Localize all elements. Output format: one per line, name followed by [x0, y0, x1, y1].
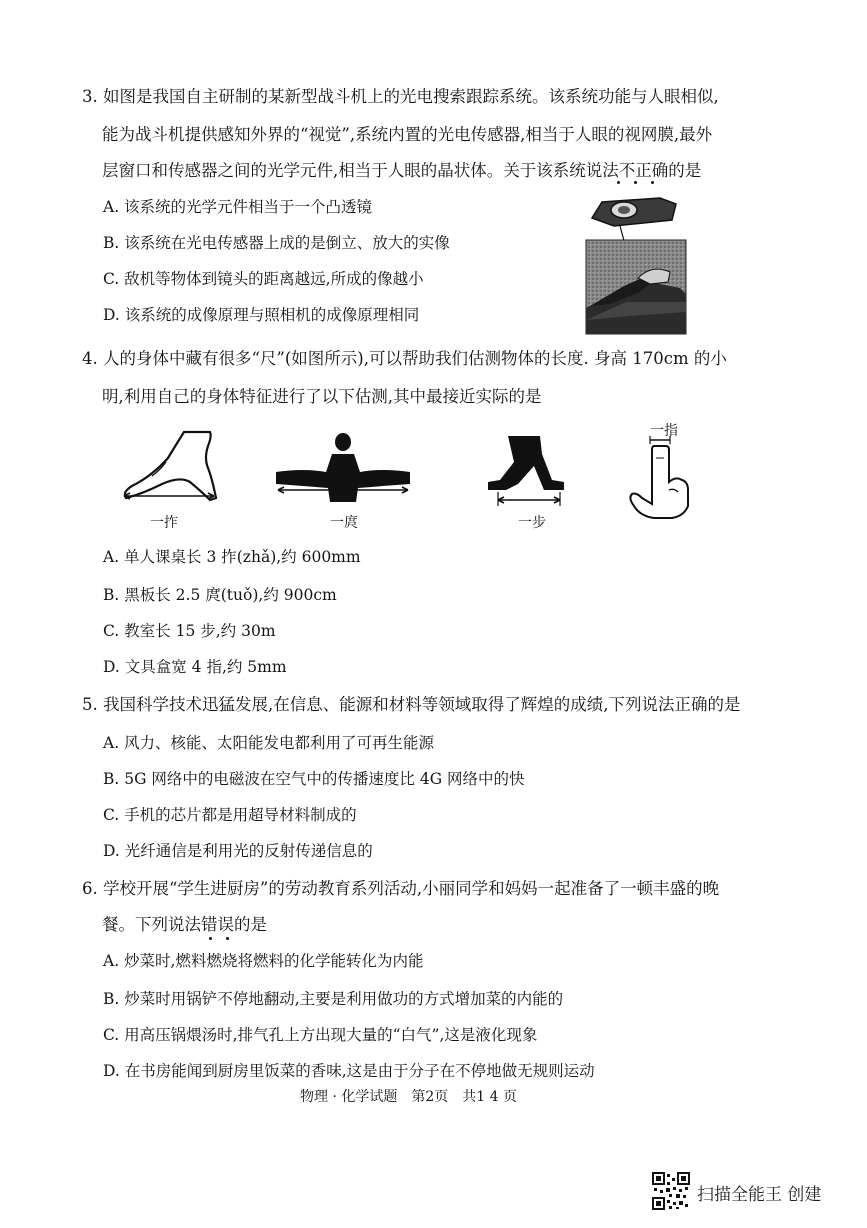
q5-option-c: C. 手机的芯片都是用超导材料制成的	[103, 806, 357, 824]
q3-option-a: A. 该系统的光学元件相当于一个凸透镜	[103, 198, 373, 216]
q3-option-d: D. 该系统的成像原理与照相机的成像原理相同	[103, 306, 420, 324]
q6-option-a: A. 炒菜时,燃料燃烧将燃料的化学能转化为内能	[103, 952, 424, 970]
page-footer: 物理 · 化学试题 第2页 共1 4 页	[300, 1089, 517, 1105]
q6-line-2: 餐。下列说法错误的是	[102, 915, 267, 934]
q5-option-d: D. 光纤通信是利用光的反射传递信息的	[103, 842, 373, 860]
q6-option-d: D. 在书房能闻到厨房里饭菜的香味,这是由于分子在不停地做无规则运动	[103, 1062, 595, 1080]
stride-label: 一步	[518, 515, 546, 531]
q3-line-3: 层窗口和传感器之间的光学元件,相当于人眼的晶状体。关于该系统说法不正确的是	[102, 161, 702, 180]
emphasis-dot	[651, 181, 654, 184]
q5-option-a: A. 风力、核能、太阳能发电都利用了可再生能源	[103, 734, 435, 752]
q4-line-1: 4. 人的身体中藏有很多“尺”(如图所示),可以帮助我们估测物体的长度. 身高 170cm 的小	[82, 349, 727, 368]
q4-option-b: B. 黑板长 2.5 庹(tuǒ),约 900cm	[103, 586, 337, 604]
scanner-watermark: 扫描全能王 创建	[697, 1185, 822, 1205]
fighter-jet-photo	[580, 190, 688, 336]
q6-option-b: B. 炒菜时用锅铲不停地翻动,主要是利用做功的方式增加菜的内能的	[103, 990, 564, 1008]
q6-line-1: 6. 学校开展“学生进厨房”的劳动教育系列活动,小丽同学和妈妈一起准备了一顿丰盛的晚	[82, 879, 720, 898]
q5-option-b: B. 5G 网络中的电磁波在空气中的传播速度比 4G 网络中的快	[103, 770, 525, 788]
emphasis-dot	[209, 937, 212, 940]
q4-option-c: C. 教室长 15 步,约 30m	[103, 622, 276, 640]
stride-figure	[478, 436, 572, 510]
qr-code-icon	[652, 1172, 690, 1210]
q4-option-a: A. 单人课桌长 3 拃(zhǎ),约 600mm	[103, 548, 361, 566]
q3-line-1: 3. 如图是我国自主研制的某新型战斗机上的光电搜索跟踪系统。该系统功能与人眼相似,	[82, 87, 719, 106]
emphasis-dot	[226, 937, 229, 940]
emphasis-dot	[617, 181, 620, 184]
emphasis-dot	[634, 181, 637, 184]
q5-line-1: 5. 我国科学技术迅猛发展,在信息、能源和材料等领域取得了辉煌的成绩,下列说法正确的是	[82, 695, 741, 714]
finger-width-figure	[626, 436, 696, 522]
hand-span-label: 一拃	[150, 515, 178, 531]
q6-option-c: C. 用高压锅煨汤时,排气孔上方出现大量的“白气”,这是液化现象	[103, 1026, 538, 1044]
finger-width-label: 一指	[650, 423, 678, 439]
q3-option-b: B. 该系统在光电传感器上成的是倒立、放大的实像	[103, 234, 450, 252]
q3-option-c: C. 敌机等物体到镜头的距离越远,所成的像越小	[103, 270, 424, 288]
q4-line-2: 明,利用自己的身体特征进行了以下估测,其中最接近实际的是	[102, 387, 542, 406]
arm-span-figure	[272, 432, 414, 502]
q3-line-2: 能为战斗机提供感知外界的“视觉”,系统内置的光电传感器,相当于人眼的视网膜,最外	[102, 125, 713, 144]
q4-option-d: D. 文具盒宽 4 指,约 5mm	[103, 658, 287, 676]
arm-span-label: 一庹	[330, 515, 358, 531]
hand-span-figure	[112, 428, 224, 510]
